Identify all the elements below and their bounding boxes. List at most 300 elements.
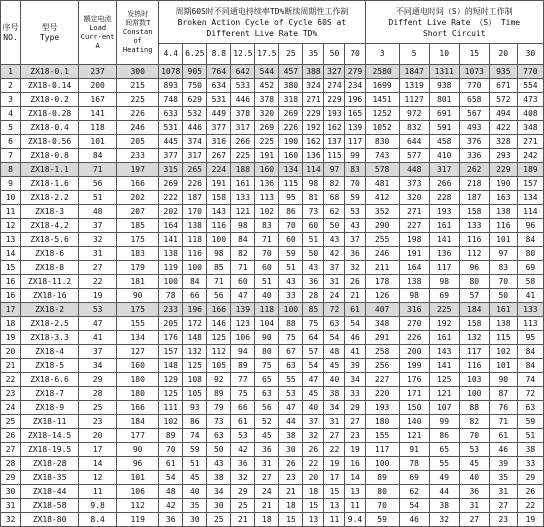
row-no: 17 xyxy=(1,303,21,317)
row-no: 6 xyxy=(1,135,21,149)
short-value: 163 xyxy=(489,191,517,205)
row-heating: 112 xyxy=(117,499,159,513)
cycle-value: 45 xyxy=(255,429,279,443)
table-row xyxy=(1,93,544,107)
short-value: 228 xyxy=(429,191,459,205)
row-type: ZX18-19.5 xyxy=(21,443,79,457)
short-value: 69 xyxy=(517,261,543,275)
cycle-value: 98 xyxy=(207,247,231,261)
short-col-header: 10 xyxy=(429,44,459,65)
row-type: ZX18-16 xyxy=(21,289,79,303)
cycle-value: 118 xyxy=(255,303,279,317)
short-value: 58 xyxy=(517,275,543,289)
short-value: 97 xyxy=(489,247,517,261)
row-current: 27 xyxy=(79,261,117,275)
cycle-value: 102 xyxy=(255,205,279,219)
short-value: 246 xyxy=(365,247,399,261)
short-value: 96 xyxy=(517,219,543,233)
table-row xyxy=(1,79,544,93)
short-value: 69 xyxy=(429,289,459,303)
row-heating: 96 xyxy=(117,457,159,471)
short-value: 74 xyxy=(517,373,543,387)
short-value: 161 xyxy=(489,303,517,317)
row-no: 10 xyxy=(1,191,21,205)
row-type: ZX18-28 xyxy=(21,457,79,471)
cycle-value: 457 xyxy=(279,65,303,79)
cycle-value: 24 xyxy=(324,289,345,303)
row-current: 84 xyxy=(79,149,117,163)
cycle-value: 74 xyxy=(183,429,207,443)
cycle-value: 138 xyxy=(183,219,207,233)
short-value: 373 xyxy=(399,177,429,191)
short-value: 1319 xyxy=(399,79,429,93)
cycle-col-header: 50 xyxy=(324,44,345,65)
short-value: 938 xyxy=(429,79,459,93)
cycle-value: 50 xyxy=(324,219,345,233)
short-value: 80 xyxy=(365,485,399,499)
cycle-value: 51 xyxy=(255,275,279,289)
row-type: ZX18-14.5 xyxy=(21,429,79,443)
short-value: 1451 xyxy=(365,93,399,107)
row-current: 118 xyxy=(79,121,117,135)
cycle-value: 85 xyxy=(303,303,324,317)
cycle-value: 60 xyxy=(279,233,303,247)
short-value: 49 xyxy=(429,471,459,485)
row-type: ZX18-4 xyxy=(21,345,79,359)
short-value: 422 xyxy=(489,121,517,135)
short-col-header: 20 xyxy=(489,44,517,65)
cycle-value: 85 xyxy=(207,261,231,275)
cycle-value: 318 xyxy=(279,93,303,107)
cycle-value: 92 xyxy=(207,373,231,387)
cycle-value: 66 xyxy=(183,289,207,303)
cycle-value: 13 xyxy=(324,499,345,513)
cycle-value: 24 xyxy=(255,485,279,499)
cycle-value: 86 xyxy=(183,415,207,429)
short-value: 103 xyxy=(459,373,489,387)
cycle-value: 279 xyxy=(345,65,365,79)
short-value: 114 xyxy=(517,205,543,219)
cycle-value: 129 xyxy=(159,373,183,387)
cycle-value: 54 xyxy=(345,317,365,331)
cycle-value: 60 xyxy=(255,261,279,275)
short-value: 155 xyxy=(365,429,399,443)
col-heating-header: 发热时 间常数T Constan of Heating xyxy=(117,1,159,65)
short-value: 262 xyxy=(459,163,489,177)
cycle-value: 71 xyxy=(231,261,255,275)
short-value: 164 xyxy=(399,261,429,275)
short-value: 98 xyxy=(399,289,429,303)
short-value: 31 xyxy=(489,485,517,499)
cycle-value: 54 xyxy=(324,331,345,345)
cycle-value: 446 xyxy=(183,121,207,135)
cycle-value: 533 xyxy=(231,79,255,93)
table-row xyxy=(1,415,544,429)
cycle-value: 100 xyxy=(183,261,207,275)
row-current: 8.4 xyxy=(79,513,117,527)
short-value: 54 xyxy=(399,499,429,513)
table-row xyxy=(1,233,544,247)
cycle-value: 446 xyxy=(231,93,255,107)
table-row xyxy=(1,289,544,303)
row-type: ZX18-80 xyxy=(21,513,79,527)
row-no: 14 xyxy=(1,247,21,261)
cycle-value: 65 xyxy=(255,373,279,387)
row-type: ZX18-0.1 xyxy=(21,65,79,79)
table-row xyxy=(1,191,544,205)
short-value: 138 xyxy=(399,275,429,289)
cycle-value: 68 xyxy=(324,191,345,205)
short-value: 554 xyxy=(517,79,543,93)
cycle-value: 32 xyxy=(303,429,324,443)
cycle-value: 21 xyxy=(255,499,279,513)
cycle-col-header: 25 xyxy=(279,44,303,65)
short-value: 187 xyxy=(459,191,489,205)
short-value: 72 xyxy=(517,387,543,401)
row-current: 25 xyxy=(79,401,117,415)
cycle-value: 67 xyxy=(279,345,303,359)
short-value: 348 xyxy=(365,317,399,331)
row-current: 19 xyxy=(79,289,117,303)
cycle-value: 123 xyxy=(231,317,255,331)
cycle-value: 30 xyxy=(183,513,207,527)
cycle-value: 166 xyxy=(207,303,231,317)
table-row xyxy=(1,275,544,289)
cycle-value: 79 xyxy=(207,401,231,415)
table-row xyxy=(1,429,544,443)
cycle-value: 634 xyxy=(207,79,231,93)
short-value: 84 xyxy=(517,345,543,359)
cycle-value: 229 xyxy=(303,107,324,121)
short-value: 140 xyxy=(399,415,429,429)
cycle-value: 29 xyxy=(231,485,255,499)
short-value: 671 xyxy=(489,79,517,93)
short-value: 113 xyxy=(517,317,543,331)
cycle-value: 54 xyxy=(303,359,324,373)
short-value: 801 xyxy=(429,93,459,107)
cycle-value: 73 xyxy=(303,205,324,219)
row-heating: 101 xyxy=(117,471,159,485)
row-current: 11 xyxy=(79,485,117,499)
cycle-value: 70 xyxy=(159,443,183,457)
cycle-value: 164 xyxy=(159,219,183,233)
cycle-value: 117 xyxy=(345,135,365,149)
short-value: 59 xyxy=(365,513,399,527)
short-value: 70 xyxy=(365,499,399,513)
short-value: 161 xyxy=(429,219,459,233)
cycle-value: 89 xyxy=(231,359,255,373)
short-value: 176 xyxy=(399,373,429,387)
short-value: 91 xyxy=(399,443,429,457)
short-value: 190 xyxy=(489,177,517,191)
short-value: 125 xyxy=(429,373,459,387)
short-value: 31 xyxy=(459,499,489,513)
row-no: 28 xyxy=(1,457,21,471)
cycle-value: 172 xyxy=(183,317,207,331)
row-type: ZX18-58 xyxy=(21,499,79,513)
cycle-value: 893 xyxy=(159,79,183,93)
short-value: 317 xyxy=(429,163,459,177)
cycle-value: 93 xyxy=(183,401,207,415)
cycle-value: 452 xyxy=(255,79,279,93)
row-no: 23 xyxy=(1,387,21,401)
short-value: 494 xyxy=(489,107,517,121)
cycle-value: 143 xyxy=(207,205,231,219)
row-current: 37 xyxy=(79,345,117,359)
row-heating: 197 xyxy=(117,163,159,177)
row-no: 3 xyxy=(1,93,21,107)
row-type: ZX18-0.4 xyxy=(21,121,79,135)
short-value: 743 xyxy=(365,149,399,163)
cycle-value: 32 xyxy=(345,261,365,275)
cycle-value: 43 xyxy=(279,275,303,289)
row-type: ZX18-0.14 xyxy=(21,79,79,93)
cycle-value: 70 xyxy=(279,219,303,233)
table-row xyxy=(1,345,544,359)
cycle-value: 43 xyxy=(207,457,231,471)
table-row xyxy=(1,261,544,275)
short-value: 227 xyxy=(365,373,399,387)
cycle-value: 77 xyxy=(231,373,255,387)
table-row xyxy=(1,387,544,401)
short-value: 82 xyxy=(459,415,489,429)
short-col-header: 3 xyxy=(365,44,399,65)
short-value: 138 xyxy=(489,205,517,219)
table-header xyxy=(1,1,544,65)
cycle-group-header: 周期60S时不同通电持续率TD%断续周期性工作制 Broken Action Cycle of Cycle 60S at Different Live Rate TD% xyxy=(159,1,365,44)
cycle-value: 64 xyxy=(303,331,324,345)
row-current: 23 xyxy=(79,415,117,429)
row-type: ZX18-9 xyxy=(21,401,79,415)
short-value: 133 xyxy=(459,219,489,233)
cycle-value: 229 xyxy=(324,93,345,107)
cycle-value: 266 xyxy=(231,135,255,149)
short-value: 412 xyxy=(365,191,399,205)
row-no: 15 xyxy=(1,261,21,275)
short-value: 80 xyxy=(459,275,489,289)
cycle-value: 196 xyxy=(183,303,207,317)
table-row xyxy=(1,401,544,415)
short-value: 242 xyxy=(517,149,543,163)
short-value: 218 xyxy=(459,177,489,191)
cycle-value: 316 xyxy=(207,135,231,149)
short-value: 644 xyxy=(399,135,429,149)
short-value: 376 xyxy=(459,135,489,149)
short-value: 972 xyxy=(399,107,429,121)
short-value: 96 xyxy=(459,261,489,275)
short-value: 78 xyxy=(399,457,429,471)
short-value: 567 xyxy=(459,107,489,121)
cycle-value: 48 xyxy=(324,345,345,359)
short-value: 83 xyxy=(489,261,517,275)
short-value: 178 xyxy=(365,275,399,289)
short-value: 22 xyxy=(517,499,543,513)
cycle-value: 78 xyxy=(159,289,183,303)
cycle-value: 75 xyxy=(303,317,324,331)
row-heating: 155 xyxy=(117,317,159,331)
cycle-value: 380 xyxy=(279,79,303,93)
cycle-value: 17 xyxy=(324,471,345,485)
short-value: 41 xyxy=(517,289,543,303)
cycle-value: 748 xyxy=(159,93,183,107)
row-heating: 180 xyxy=(117,373,159,387)
row-no: 1 xyxy=(1,65,21,79)
short-value: 117 xyxy=(459,345,489,359)
cycle-value: 45 xyxy=(324,359,345,373)
row-heating: 119 xyxy=(117,513,159,527)
cycle-value: 63 xyxy=(207,429,231,443)
cycle-value: 13 xyxy=(345,485,365,499)
row-type: ZX18-8 xyxy=(21,261,79,275)
row-type: ZX18-5 xyxy=(21,359,79,373)
short-value: 101 xyxy=(489,233,517,247)
cycle-value: 30 xyxy=(279,443,303,457)
cycle-value: 22 xyxy=(303,457,324,471)
short-value: 1847 xyxy=(399,65,429,79)
short-value: 44 xyxy=(429,485,459,499)
cycle-value: 136 xyxy=(303,149,324,163)
short-value: 255 xyxy=(365,233,399,247)
cycle-value: 94 xyxy=(231,345,255,359)
row-current: 9.8 xyxy=(79,499,117,513)
row-heating: 300 xyxy=(117,65,159,79)
short-value: 316 xyxy=(399,303,429,317)
row-current: 31 xyxy=(79,247,117,261)
cycle-value: 225 xyxy=(255,135,279,149)
cycle-value: 61 xyxy=(231,415,255,429)
row-heating: 183 xyxy=(117,247,159,261)
short-value: 410 xyxy=(429,149,459,163)
short-value: 19 xyxy=(517,513,543,527)
row-no: 11 xyxy=(1,205,21,219)
cycle-value: 51 xyxy=(279,261,303,275)
cycle-value: 23 xyxy=(279,471,303,485)
short-value: 53 xyxy=(459,443,489,457)
cycle-value: 105 xyxy=(207,359,231,373)
cycle-value: 43 xyxy=(324,233,345,247)
cycle-value: 378 xyxy=(231,107,255,121)
cycle-value: 27 xyxy=(255,471,279,485)
row-type: ZX18-6 xyxy=(21,247,79,261)
short-value: 481 xyxy=(365,177,399,191)
cycle-value: 378 xyxy=(255,93,279,107)
cycle-value: 196 xyxy=(345,93,365,107)
short-value: 1252 xyxy=(365,107,399,121)
short-col-header: 30 xyxy=(517,44,543,65)
cycle-value: 191 xyxy=(207,177,231,191)
cycle-value: 121 xyxy=(231,205,255,219)
cycle-value: 66 xyxy=(231,401,255,415)
short-value: 70 xyxy=(489,275,517,289)
cycle-value: 19 xyxy=(345,443,365,457)
short-value: 493 xyxy=(459,121,489,135)
cycle-value: 377 xyxy=(207,121,231,135)
row-no: 21 xyxy=(1,359,21,373)
cycle-value: 31 xyxy=(324,415,345,429)
cycle-value: 33 xyxy=(279,289,303,303)
short-value: 33 xyxy=(517,457,543,471)
short-value: 88 xyxy=(459,401,489,415)
short-value: 1311 xyxy=(429,65,459,79)
cycle-value: 233 xyxy=(159,303,183,317)
cycle-value: 56 xyxy=(255,401,279,415)
short-value: 80 xyxy=(517,247,543,261)
cycle-value: 84 xyxy=(183,275,207,289)
cycle-value: 75 xyxy=(279,331,303,345)
cycle-value: 629 xyxy=(183,93,207,107)
row-heating: 127 xyxy=(117,345,159,359)
cycle-value: 137 xyxy=(324,135,345,149)
cycle-value: 38 xyxy=(207,471,231,485)
cycle-value: 42 xyxy=(324,247,345,261)
cycle-value: 160 xyxy=(255,163,279,177)
short-value: 226 xyxy=(399,331,429,345)
cycle-value: 80 xyxy=(255,345,279,359)
short-value: 87 xyxy=(489,387,517,401)
table-row xyxy=(1,163,544,177)
short-value: 61 xyxy=(489,429,517,443)
cycle-value: 141 xyxy=(159,233,183,247)
short-value: 36 xyxy=(459,485,489,499)
row-heating: 179 xyxy=(117,261,159,275)
cycle-value: 106 xyxy=(231,331,255,345)
table-row xyxy=(1,359,544,373)
cycle-value: 162 xyxy=(324,121,345,135)
short-value: 161 xyxy=(429,331,459,345)
cycle-value: 90 xyxy=(255,331,279,345)
cycle-value: 136 xyxy=(255,177,279,191)
cycle-value: 86 xyxy=(279,205,303,219)
row-no: 20 xyxy=(1,345,21,359)
table-row xyxy=(1,485,544,499)
row-no: 30 xyxy=(1,485,21,499)
short-value: 473 xyxy=(517,93,543,107)
cycle-value: 26 xyxy=(279,457,303,471)
table-row xyxy=(1,177,544,191)
cycle-value: 176 xyxy=(159,331,183,345)
row-current: 17 xyxy=(79,443,117,457)
short-value: 116 xyxy=(459,359,489,373)
cycle-value: 118 xyxy=(183,233,207,247)
cycle-value: 162 xyxy=(303,135,324,149)
cycle-value: 36 xyxy=(231,457,255,471)
short-value: 157 xyxy=(517,177,543,191)
table-row xyxy=(1,303,544,317)
cycle-value: 56 xyxy=(207,289,231,303)
cycle-value: 75 xyxy=(255,359,279,373)
cycle-value: 138 xyxy=(159,247,183,261)
cycle-value: 119 xyxy=(159,261,183,275)
cycle-value: 23 xyxy=(345,429,365,443)
cycle-value: 72 xyxy=(324,303,345,317)
short-value: 121 xyxy=(399,429,429,443)
cycle-value: 226 xyxy=(183,177,207,191)
row-heating: 90 xyxy=(117,443,159,457)
short-value: 133 xyxy=(517,303,543,317)
short-value: 180 xyxy=(365,415,399,429)
row-type: ZX18-2.2 xyxy=(21,191,79,205)
short-value: 39 xyxy=(489,457,517,471)
short-value: 220 xyxy=(365,387,399,401)
short-value: 1699 xyxy=(365,79,399,93)
cycle-value: 43 xyxy=(303,261,324,275)
short-value: 84 xyxy=(517,233,543,247)
row-no: 16 xyxy=(1,289,21,303)
short-value: 86 xyxy=(429,429,459,443)
short-value: 158 xyxy=(459,205,489,219)
cycle-value: 16 xyxy=(345,457,365,471)
row-type: ZX18-0.56 xyxy=(21,135,79,149)
